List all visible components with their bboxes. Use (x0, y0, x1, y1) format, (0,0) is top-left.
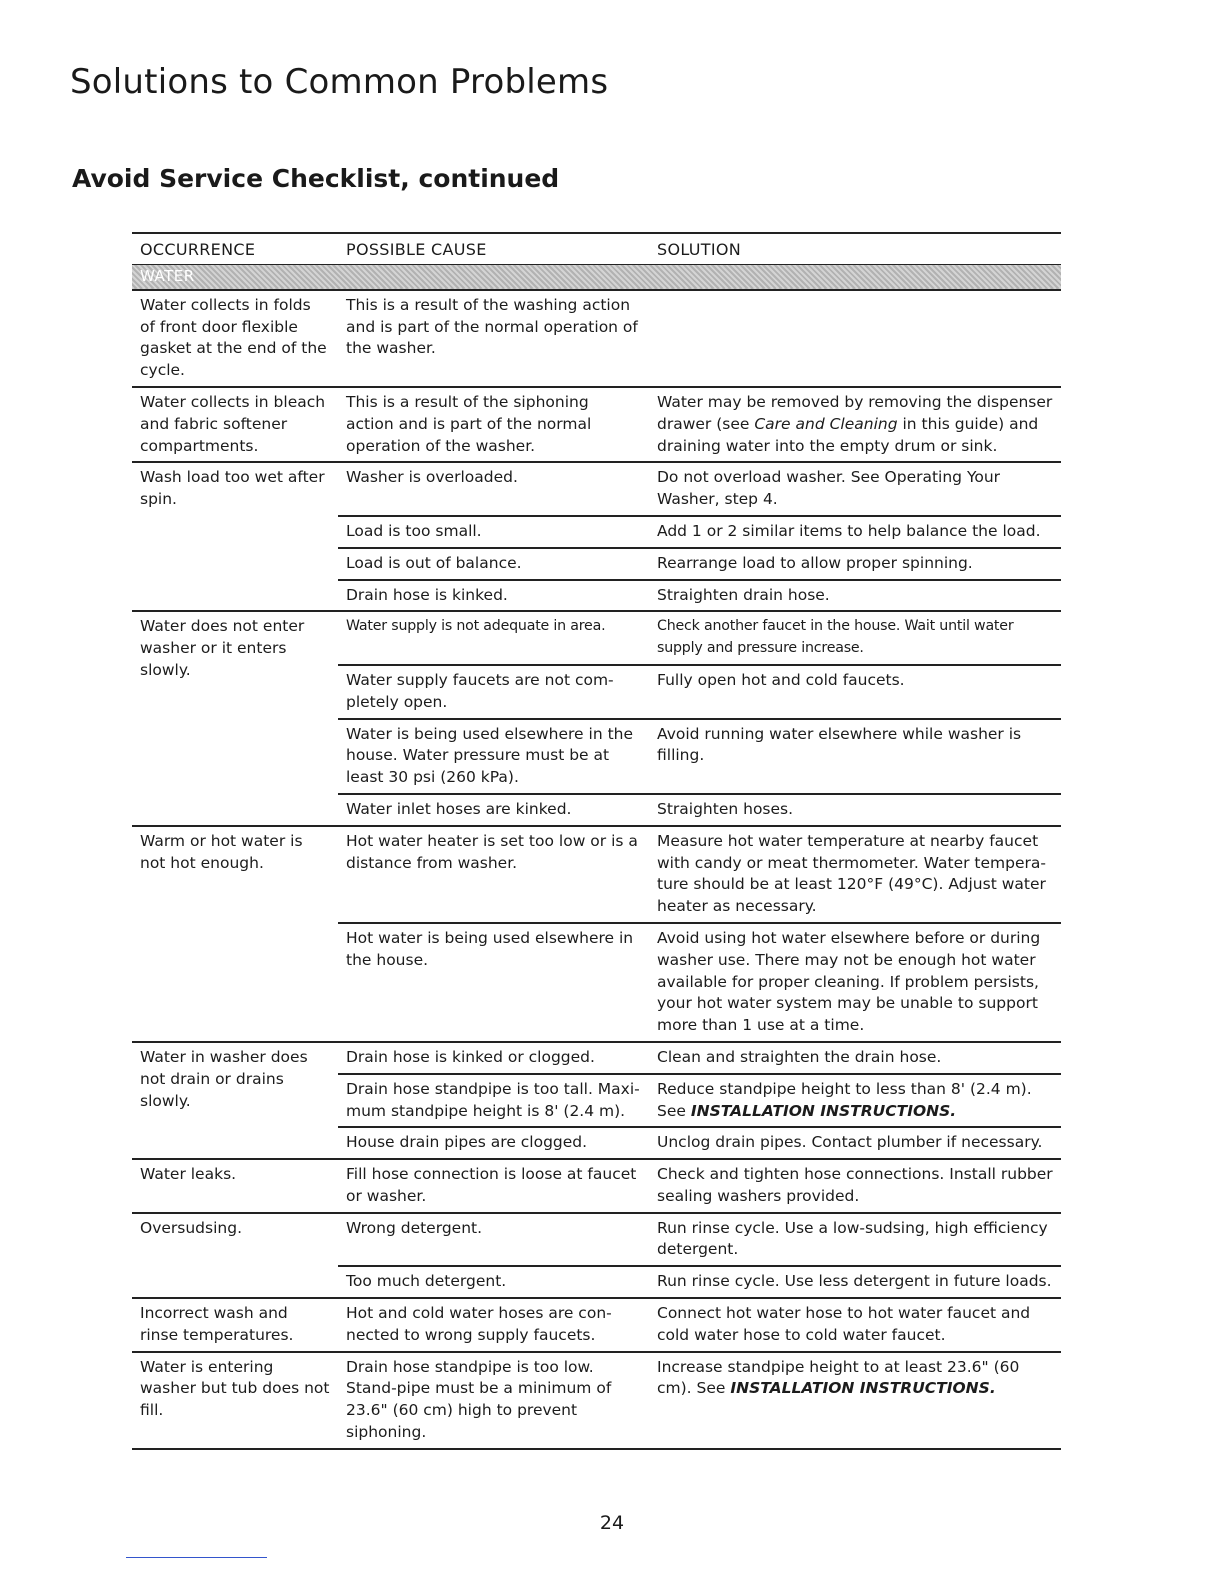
solution-cell: Straighten hoses. (649, 794, 1061, 826)
solution-cell: Fully open hot and cold faucets. (649, 665, 1061, 719)
occurrence-cell: Water in washer does not drain or drains slowly. (132, 1042, 338, 1159)
occurrence-cell: Water collects in folds of front door flexible gasket at the end of the cycle. (132, 290, 338, 387)
table-row (132, 1159, 1061, 1213)
cause-cell: Drain hose standpipe is too tall. Maxi-mum standpipe height is 8' (2.4 m). (338, 1074, 649, 1128)
cause-cell: Hot water is being used elsewhere in the house. (338, 923, 649, 1042)
table-row (132, 290, 1061, 387)
solution-cell (649, 1352, 1061, 1449)
footer-rule (126, 1557, 267, 1558)
avoid-service-table (132, 232, 1061, 1450)
table-row (132, 387, 1061, 462)
occurrence-cell: Water is entering washer but tub does not fill. (132, 1352, 338, 1449)
table-header-row (132, 233, 1061, 264)
solution-cell: Run rinse cycle. Use a low-sudsing, high efficiency detergent. (649, 1213, 1061, 1267)
cause-cell: Too much detergent. (338, 1266, 649, 1298)
solution-cell: Check and tighten hose connections. Install rubber sealing washers provided. (649, 1159, 1061, 1213)
solution-cell: Avoid running water elsewhere while washer is filling. (649, 719, 1061, 794)
solution-cell: Rearrange load to allow proper spinning. (649, 548, 1061, 580)
table-row (132, 1213, 1061, 1267)
solution-reference: Care and Cleaning (754, 414, 898, 433)
cause-cell: Load is too small. (338, 516, 649, 548)
cause-cell: Fill hose connection is loose at faucet or washer. (338, 1159, 649, 1213)
occurrence-cell: Water leaks. (132, 1159, 338, 1213)
occurrence-cell: Oversudsing. (132, 1213, 338, 1298)
cause-cell: Load is out of balance. (338, 548, 649, 580)
cause-cell: Drain hose standpipe is too low. Stand-pipe must be a minimum of 23.6" (60 cm) high to prevent siphoning. (338, 1352, 649, 1449)
cause-cell: Water is being used elsewhere in the house. Water pressure must be at least 30 psi (260 kPa). (338, 719, 649, 794)
installation-instructions-reference: INSTALLATION INSTRUCTIONS. (730, 1379, 996, 1398)
cause-cell: Hot water heater is set too low or is a distance from washer. (338, 826, 649, 923)
solution-cell (649, 1074, 1061, 1128)
installation-instructions-reference: INSTALLATION INSTRUCTIONS. (690, 1101, 957, 1120)
cause-cell: Washer is overloaded. (338, 462, 649, 516)
solution-cell: Add 1 or 2 similar items to help balance the load. (649, 516, 1061, 548)
header-possible-cause: POSSIBLE CAUSE (338, 233, 649, 264)
cause-cell: This is a result of the siphoning action and is part of the normal operation of the washer. (338, 387, 649, 462)
solution-cell: Straighten drain hose. (649, 580, 1061, 612)
occurrence-cell: Warm or hot water is not hot enough. (132, 826, 338, 1042)
page-number: 24 (599, 1512, 625, 1534)
solution-cell: Avoid using hot water elsewhere before or during washer use. There may not be enough hot water available for proper cleaning. If problem persists, your hot water system may be unable to support more than 1 use at a time. (649, 923, 1061, 1042)
solution-cell: Run rinse cycle. Use less detergent in future loads. (649, 1266, 1061, 1298)
cause-cell: Water supply is not adequate in area. (338, 611, 649, 665)
cause-cell: Water supply faucets are not com-pletely open. (338, 665, 649, 719)
table-row (132, 826, 1061, 923)
solution-cell (649, 290, 1061, 387)
cause-cell: Hot and cold water hoses are con-nected to wrong supply faucets. (338, 1298, 649, 1352)
header-solution: SOLUTION (649, 233, 1061, 264)
table-row (132, 1352, 1061, 1449)
cause-cell: Wrong detergent. (338, 1213, 649, 1267)
category-band-water (132, 264, 1061, 290)
solution-cell: Do not overload washer. See Operating Your Washer, step 4. (649, 462, 1061, 516)
solution-cell: Check another faucet in the house. Wait until water supply and pressure increase. (649, 611, 1061, 665)
occurrence-cell: Incorrect wash and rinse temperatures. (132, 1298, 338, 1352)
solution-text: in this guide) and draining water into the empty drum or sink. (657, 414, 1039, 455)
section-title: Avoid Service Checklist, continued (72, 164, 560, 193)
solution-cell: Unclog drain pipes. Contact plumber if necessary. (649, 1127, 1061, 1159)
solution-cell: Connect hot water hose to hot water faucet and cold water hose to cold water faucet. (649, 1298, 1061, 1352)
solution-text: Increase standpipe height to at least 23.6" (60 cm). See (657, 1357, 1020, 1398)
occurrence-cell: Water does not enter washer or it enters slowly. (132, 611, 338, 825)
cause-cell: Drain hose is kinked or clogged. (338, 1042, 649, 1074)
cause-cell: This is a result of the washing action and is part of the normal operation of the washer. (338, 290, 649, 387)
cause-cell: Water inlet hoses are kinked. (338, 794, 649, 826)
table-row (132, 1042, 1061, 1074)
solution-cell (649, 387, 1061, 462)
occurrence-cell: Wash load too wet after spin. (132, 462, 338, 611)
table-row (132, 1298, 1061, 1352)
category-label: WATER (132, 264, 1061, 290)
solution-cell: Measure hot water temperature at nearby faucet with candy or meat thermometer. Water tempera-ture should be at least 120°F (49°C). Adjust water heater as necessary. (649, 826, 1061, 923)
cause-cell: House drain pipes are clogged. (338, 1127, 649, 1159)
solution-cell: Clean and straighten the drain hose. (649, 1042, 1061, 1074)
cause-cell: Drain hose is kinked. (338, 580, 649, 612)
solution-text: Reduce standpipe height to less than 8' (2.4 m). See (657, 1079, 1032, 1120)
page-title: Solutions to Common Problems (70, 62, 609, 102)
table-row (132, 611, 1061, 665)
header-occurrence: OCCURRENCE (132, 233, 338, 264)
table-row (132, 462, 1061, 516)
solution-text: Water may be removed by removing the dispenser drawer (see (657, 392, 1053, 433)
occurrence-cell: Water collects in bleach and fabric softener compartments. (132, 387, 338, 462)
